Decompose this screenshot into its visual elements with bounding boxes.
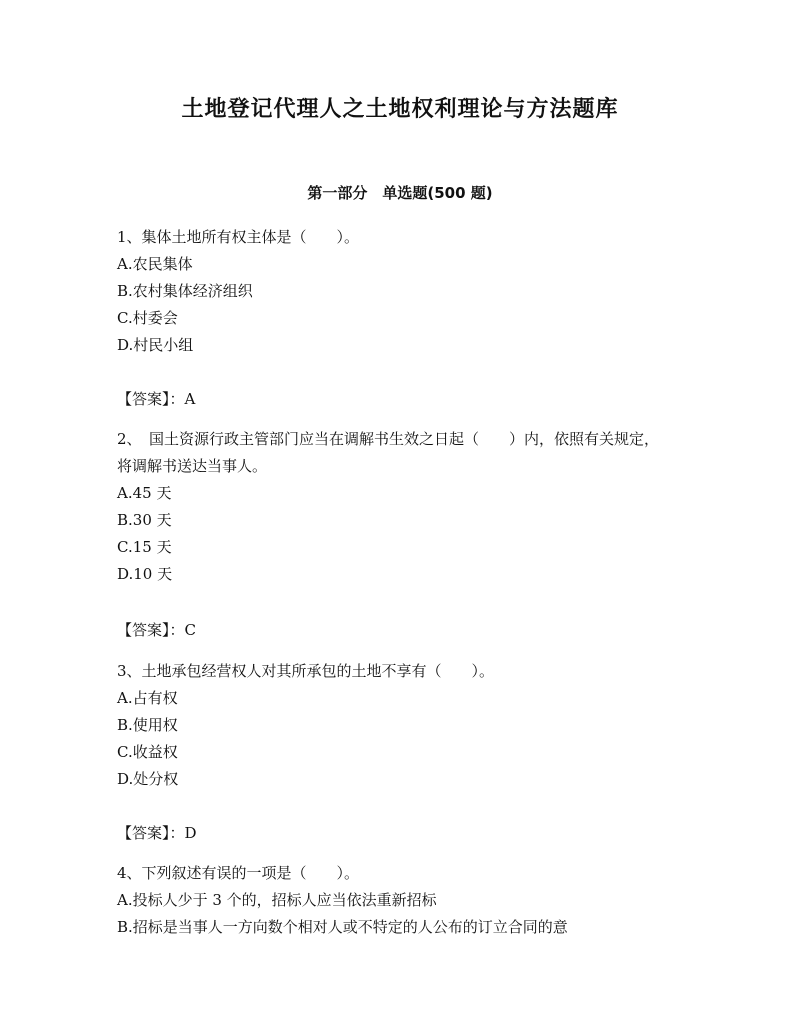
answer-value: A [184, 390, 196, 408]
question-text: 3、土地承包经营权人对其所承包的土地不享有（ ）。 [117, 662, 495, 680]
answer-value: D [184, 824, 197, 842]
option-b: B.招标是当事人一方向数个相对人或不特定的人公布的订立合同的意 [117, 918, 568, 936]
question-text: 1、集体土地所有权主体是（ ）。 [117, 228, 360, 246]
option-a: A.农民集体 [117, 255, 193, 273]
answer-label: 【答案】： [117, 621, 185, 639]
option-b: B.农村集体经济组织 [117, 282, 253, 300]
option-b: B.30 天 [117, 511, 172, 529]
answer-value: C [184, 621, 196, 639]
answer-2 [117, 617, 677, 644]
question-block-2 [117, 426, 677, 588]
option-d: D.村民小组 [117, 336, 194, 354]
option-c: C.收益权 [117, 743, 178, 761]
question-block-3 [117, 658, 677, 793]
question-text: 2、 国土资源行政主管部门应当在调解书生效之日起（ ）内，依照有关规定，将调解书送达当事人。 [117, 430, 660, 475]
answer-1 [117, 386, 677, 413]
option-c: C.15 天 [117, 538, 172, 556]
option-b: B.使用权 [117, 716, 178, 734]
question-block-1 [117, 224, 677, 359]
section-heading: 第一部分 单选题(500 题) [307, 184, 493, 202]
question-text: 4、下列叙述有误的一项是（ ）。 [117, 864, 360, 882]
document-title: 土地登记代理人之土地权利理论与方法题库 [181, 97, 619, 122]
option-a: A.投标人少于 3 个的，招标人应当依法重新招标 [117, 891, 437, 909]
option-d: D.处分权 [117, 770, 179, 788]
option-a: A.45 天 [117, 484, 172, 502]
answer-label: 【答案】： [117, 390, 185, 408]
option-d: D.10 天 [117, 565, 173, 583]
option-c: C.村委会 [117, 309, 178, 327]
option-a: A.占有权 [117, 689, 178, 707]
answer-label: 【答案】： [117, 824, 185, 842]
answer-3 [117, 820, 677, 847]
question-block-4 [117, 860, 677, 941]
